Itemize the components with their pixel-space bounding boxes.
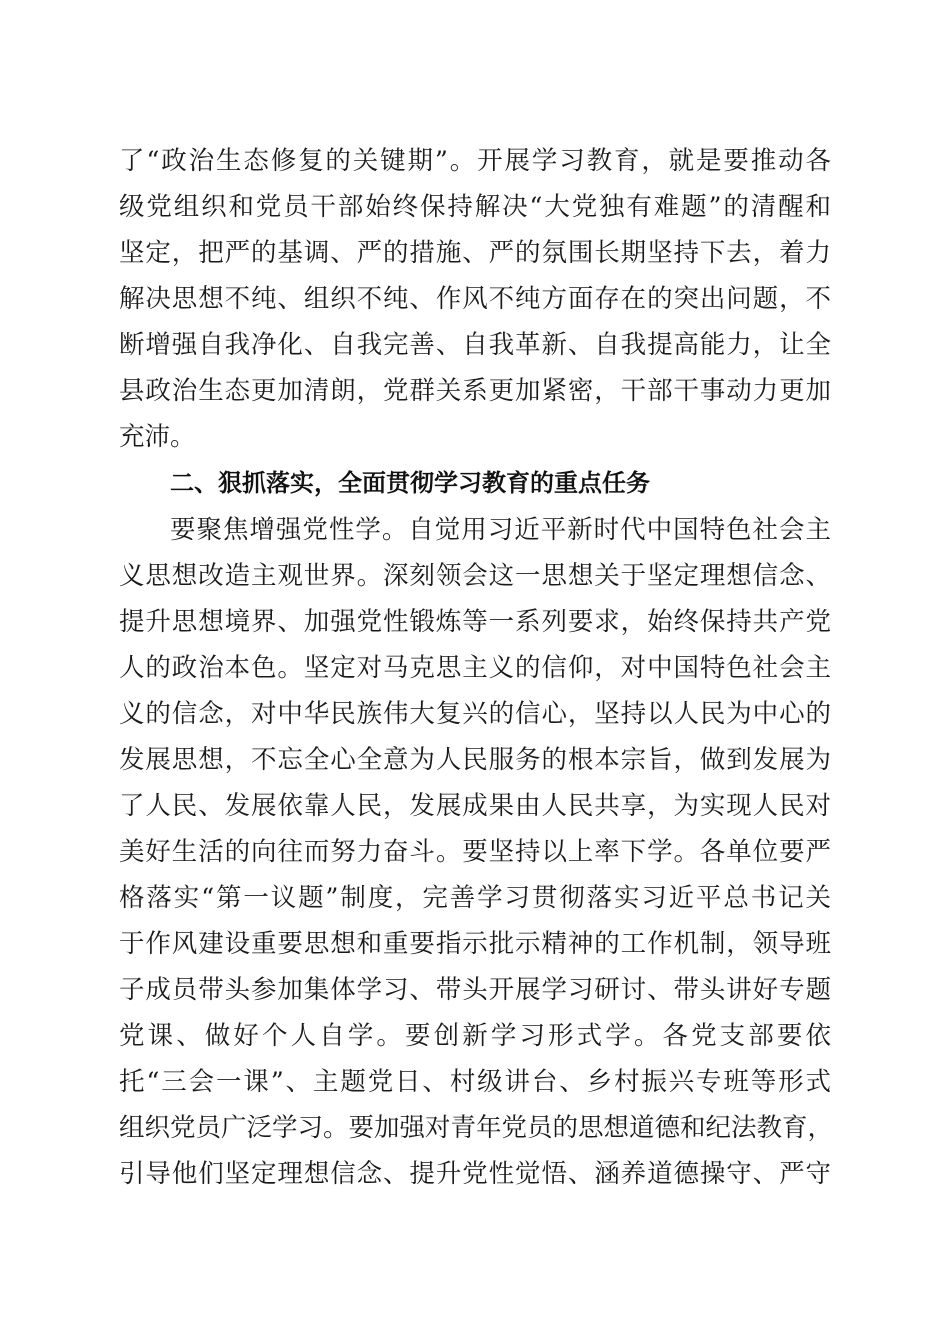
paragraph2-line-12: 党课、做好个人自学。要创新学习形式学。各党支部要依 <box>119 1021 831 1051</box>
paragraph1-line-3: 坚定，把严的基调、严的措施、严的氛围长期坚持下去，着力 <box>119 238 831 268</box>
paragraph2-line-13: 托“三会一课”、主题党日、村级讲台、乡村振兴专班等形式 <box>119 1067 831 1097</box>
paragraph1-line-7: 充沛。 <box>119 422 196 452</box>
paragraph2-line-2: 义思想改造主观世界。深刻领会这一思想关于坚定理想信念、 <box>119 561 831 591</box>
paragraph1-line-6: 县政治生态更加清朗，党群关系更加紧密，干部干事动力更加 <box>119 376 831 406</box>
paragraph2-line-1: 要聚焦增强党性学。自觉用习近平新时代中国特色社会主 <box>170 515 831 545</box>
paragraph2-line-11: 子成员带头参加集体学习、带头开展学习研讨、带头讲好专题 <box>119 975 831 1005</box>
paragraph2-line-14: 组织党员广泛学习。要加强对青年党员的思想道德和纪法教育， <box>119 1113 834 1143</box>
paragraph2-line-7: 了人民、发展依靠人民，发展成果由人民共享，为实现人民对 <box>119 791 831 821</box>
paragraph2-line-8: 美好生活的向往而努力奋斗。要坚持以上率下学。各单位要严 <box>119 837 831 867</box>
paragraph2-line-15: 引导他们坚定理想信念、提升党性觉悟、涵养道德操守、严守 <box>119 1159 831 1189</box>
paragraph2-line-5: 义的信念，对中华民族伟大复兴的信心，坚持以人民为中心的 <box>119 699 831 729</box>
paragraph2-line-4: 人的政治本色。坚定对马克思主义的信仰，对中国特色社会主 <box>119 653 831 683</box>
paragraph1-line-5: 断增强自我净化、自我完善、自我革新、自我提高能力，让全 <box>119 330 831 360</box>
paragraph2-line-6: 发展思想，不忘全心全意为人民服务的根本宗旨，做到发展为 <box>119 745 831 775</box>
paragraph1-line-1: 了“政治生态修复的关键期”。开展学习教育，就是要推动各 <box>119 146 831 176</box>
section-heading: 二、狠抓落实，全面贯彻学习教育的重点任务 <box>170 469 650 497</box>
paragraph2-line-3: 提升思想境界、加强党性锻炼等一系列要求，始终保持共产党 <box>119 607 831 637</box>
paragraph1-line-2: 级党组织和党员干部始终保持解决“大党独有难题”的清醒和 <box>119 192 831 222</box>
paragraph2-line-10: 于作风建设重要思想和重要指示批示精神的工作机制，领导班 <box>119 929 831 959</box>
paragraph2-line-9: 格落实“第一议题”制度，完善学习贯彻落实习近平总书记关 <box>119 883 831 913</box>
paragraph1-line-4: 解决思想不纯、组织不纯、作风不纯方面存在的突出问题，不 <box>119 284 831 314</box>
